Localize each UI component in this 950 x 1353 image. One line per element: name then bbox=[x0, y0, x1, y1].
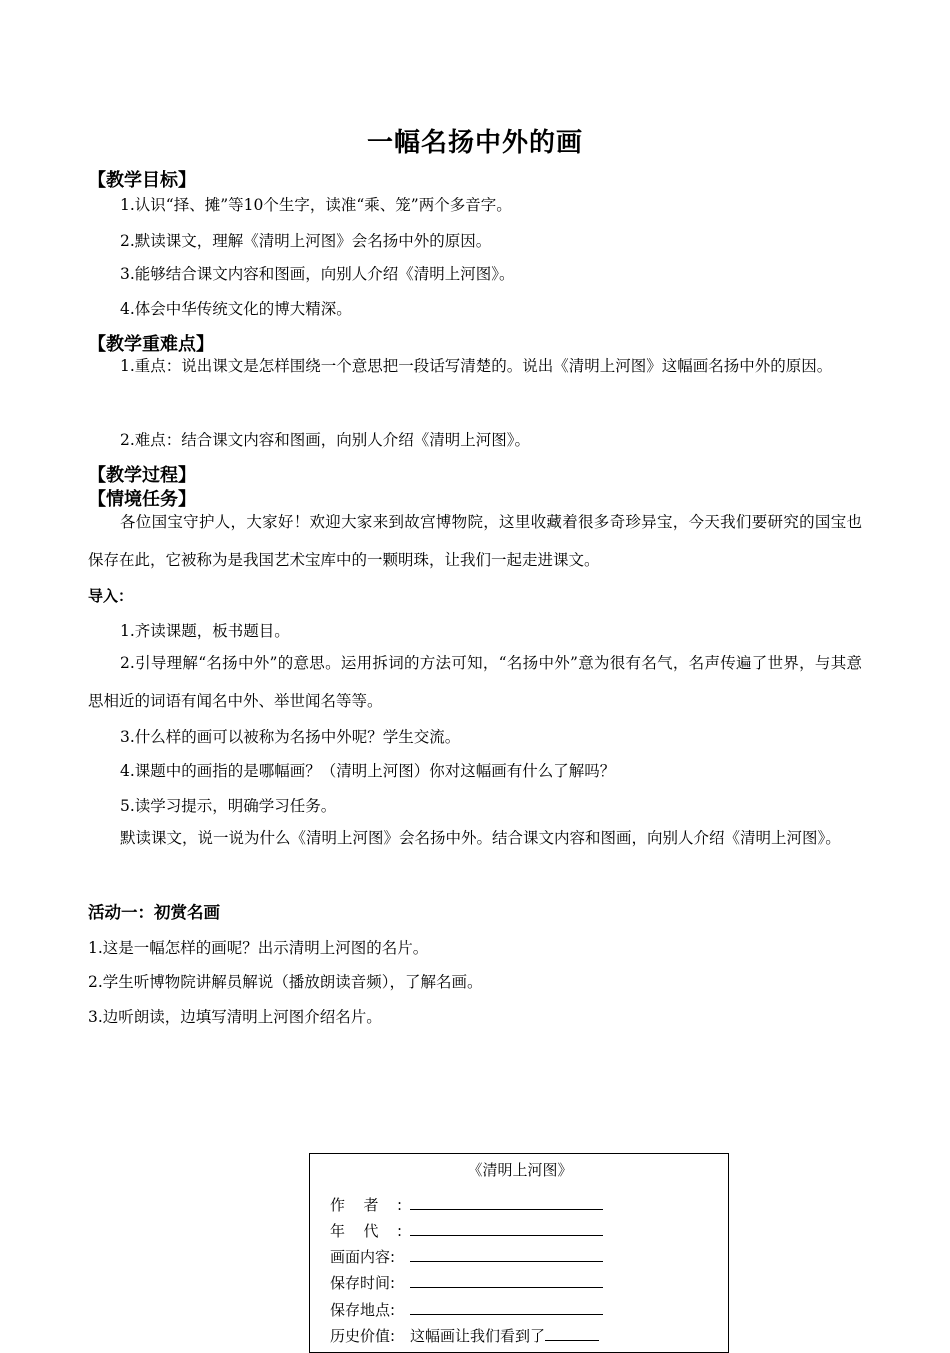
intro-item: 4.课题中的画指的是哪幅画？（清明上河图）你对这幅画有什么了解吗？ bbox=[120, 762, 616, 780]
activity-item: 2.学生听博物院讲解员解说（播放朗读音频），了解名画。 bbox=[88, 973, 483, 991]
card-label: 保存地点: bbox=[330, 1301, 396, 1319]
blank-line bbox=[410, 1195, 603, 1210]
card-row-era bbox=[330, 1220, 603, 1241]
card-label: 历史价值: bbox=[330, 1327, 396, 1345]
card-label: 保存时间: bbox=[330, 1274, 396, 1292]
card-row-location bbox=[330, 1299, 603, 1320]
card-value-text: 这幅画让我们看到了 bbox=[410, 1327, 546, 1345]
card-row-author bbox=[330, 1194, 603, 1215]
key-point-item: 2.难点：结合课文内容和图画，向别人介绍《清明上河图》。 bbox=[120, 431, 531, 449]
key-point-item: 1.重点：说出课文是怎样围绕一个意思把一段话写清楚的。说出《清明上河图》这幅画名扬中外的原因。 bbox=[120, 357, 833, 375]
intro-item: 默读课文，说一说为什么《清明上河图》会名扬中外。结合课文内容和图画，向别人介绍《清明上河图》。 bbox=[120, 829, 841, 847]
blank-line bbox=[545, 1326, 599, 1341]
blank-line bbox=[410, 1247, 603, 1262]
page-title: 一幅名扬中外的画 bbox=[366, 128, 583, 158]
objective-item: 2.默读课文，理解《清明上河图》会名扬中外的原因。 bbox=[120, 232, 492, 250]
painting-info-card bbox=[309, 1153, 729, 1353]
card-label: 作者: bbox=[330, 1196, 402, 1214]
blank-line bbox=[410, 1273, 603, 1288]
section-heading-process: 【教学过程】 bbox=[88, 465, 196, 486]
intro-item: 1.齐读课题，板书题目。 bbox=[120, 622, 290, 640]
intro-heading: 导入： bbox=[88, 587, 134, 605]
card-row-time bbox=[330, 1272, 603, 1293]
blank-line bbox=[410, 1221, 603, 1236]
card-title: 《清明上河图》 bbox=[467, 1161, 573, 1179]
scenario-text: 各位国宝守护人，大家好！欢迎大家来到故宫博物院，这里收藏着很多奇珍异宝，今天我们要研究的国宝也保存在此，它被称为是我国艺术宝库中的一颗明珠，让我们一起走进课文。 bbox=[88, 513, 862, 569]
section-heading-scenario: 【情境任务】 bbox=[88, 489, 196, 510]
objective-item: 1.认识“择、摊”等10个生字，读准“乘、笼”两个多音字。 bbox=[120, 196, 512, 214]
card-label: 画面内容: bbox=[330, 1248, 396, 1266]
activity-item: 3.边听朗读，边填写清明上河图介绍名片。 bbox=[88, 1008, 382, 1026]
section-heading-key-points: 【教学重难点】 bbox=[88, 334, 214, 355]
blank-line bbox=[410, 1300, 603, 1315]
intro-item: 5.读学习提示，明确学习任务。 bbox=[120, 797, 337, 815]
objective-item: 3.能够结合课文内容和图画，向别人介绍《清明上河图》。 bbox=[120, 265, 515, 283]
activity-heading: 活动一：初赏名画 bbox=[88, 903, 220, 922]
objective-item: 4.体会中华传统文化的博大精深。 bbox=[120, 300, 352, 318]
card-row-value bbox=[330, 1325, 599, 1346]
intro-item: 2.引导理解“名扬中外”的意思。运用拆词的方法可知，“名扬中外”意为很有名气，名声传遍了世界，与其意思相近的词语有闻名中外、举世闻名等等。 bbox=[88, 654, 862, 710]
card-label: 年代: bbox=[330, 1222, 402, 1240]
intro-item: 3.什么样的画可以被称为名扬中外呢？学生交流。 bbox=[120, 728, 461, 746]
section-heading-objectives: 【教学目标】 bbox=[88, 170, 196, 191]
card-row-content bbox=[330, 1246, 603, 1267]
activity-item: 1.这是一幅怎样的画呢？出示清明上河图的名片。 bbox=[88, 939, 429, 957]
